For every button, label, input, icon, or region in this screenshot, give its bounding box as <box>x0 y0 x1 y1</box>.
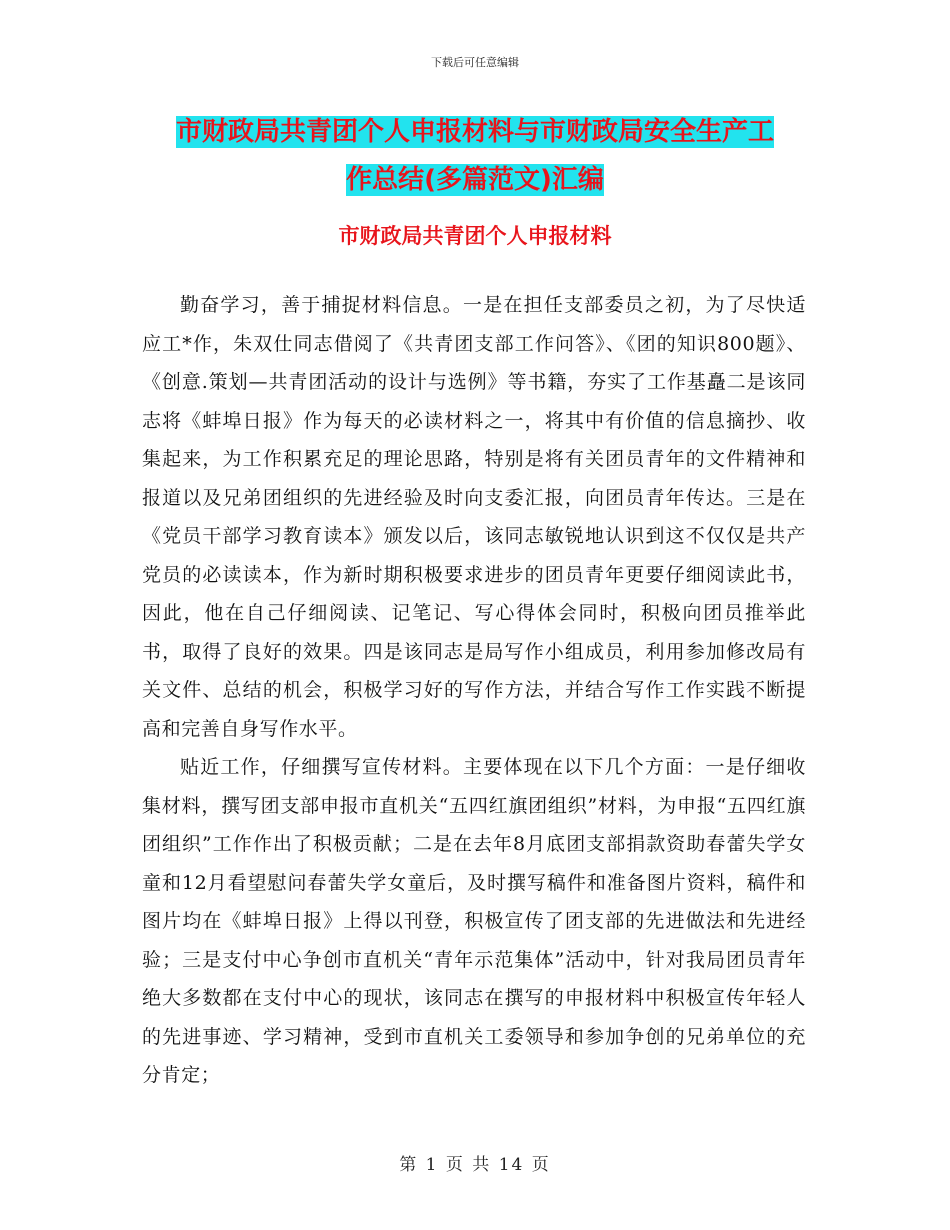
paragraph: 贴近工作，仔细撰写宣传材料。主要体现在以下几个方面：一是仔细收集材料，撰写团支部申报市直机关“五四红旗团组织”材料，为申报“五四红旗团组织”工作作出了积极贡献；二是在去年8月底团支部捐款资助春蕾失学女童和12月看望慰问春蕾失学女童后，及时撰写稿件和准备图片资料，稿件和图片均在《蚌埠日报》上得以刊登，积极宣传了团支部的先进做法和先进经验；三是支付中心争创市直机关“青年示范集体”活动中，针对我局团员青年绝大多数都在支付中心的现状，该同志在撰写的申报材料中积极宣传年轻人的先进事迹、学习精神，受到市直机关工委领导和参加争创的兄弟单位的充分肯定； <box>142 756 806 1086</box>
document-title-line2: 作总结(多篇范文)汇编 <box>346 165 604 195</box>
body-text <box>142 286 806 1095</box>
section-title: 市财政局共青团个人申报材料 <box>338 224 612 248</box>
header-note: 下载后可任意编辑 <box>431 56 519 69</box>
paragraph: 勤奋学习，善于捕捉材料信息。一是在担任支部委员之初，为了尽快适应工*作，朱双仕同志借阅了《共青团支部工作问答》、《团的知识800题》、《创意.策划—共青团活动的设计与选例》等书籍，夯实了工作基矗二是该同志将《蚌埠日报》作为每天的必读材料之一，将其中有价值的信息摘抄、收集起来，为工作积累充足的理论思路，特别是将有关团员青年的文件精神和报道以及兄弟团组织的先进经验及时向支委汇报，向团员青年传达。三是在《党员干部学习教育读本》颁发以后，该同志敏锐地认识到这不仅仅是共产党员的必读读本，作为新时期积极要求进步的团员青年更要仔细阅读此书，因此，他在自己仔细阅读、记笔记、写心得体会同时，积极向团员推举此书，取得了良好的效果。四是该同志是局写作小组成员，利用参加修改局有关文件、总结的机会，积极学习好的写作方法，并结合写作工作实践不断提高和完善自身写作水平。 <box>142 294 806 740</box>
document-title <box>150 108 800 204</box>
document-title-line1: 市财政局共青团个人申报材料与市财政局安全生产工 <box>175 117 774 147</box>
page-number: 第 1 页 共 14 页 <box>399 1155 551 1175</box>
